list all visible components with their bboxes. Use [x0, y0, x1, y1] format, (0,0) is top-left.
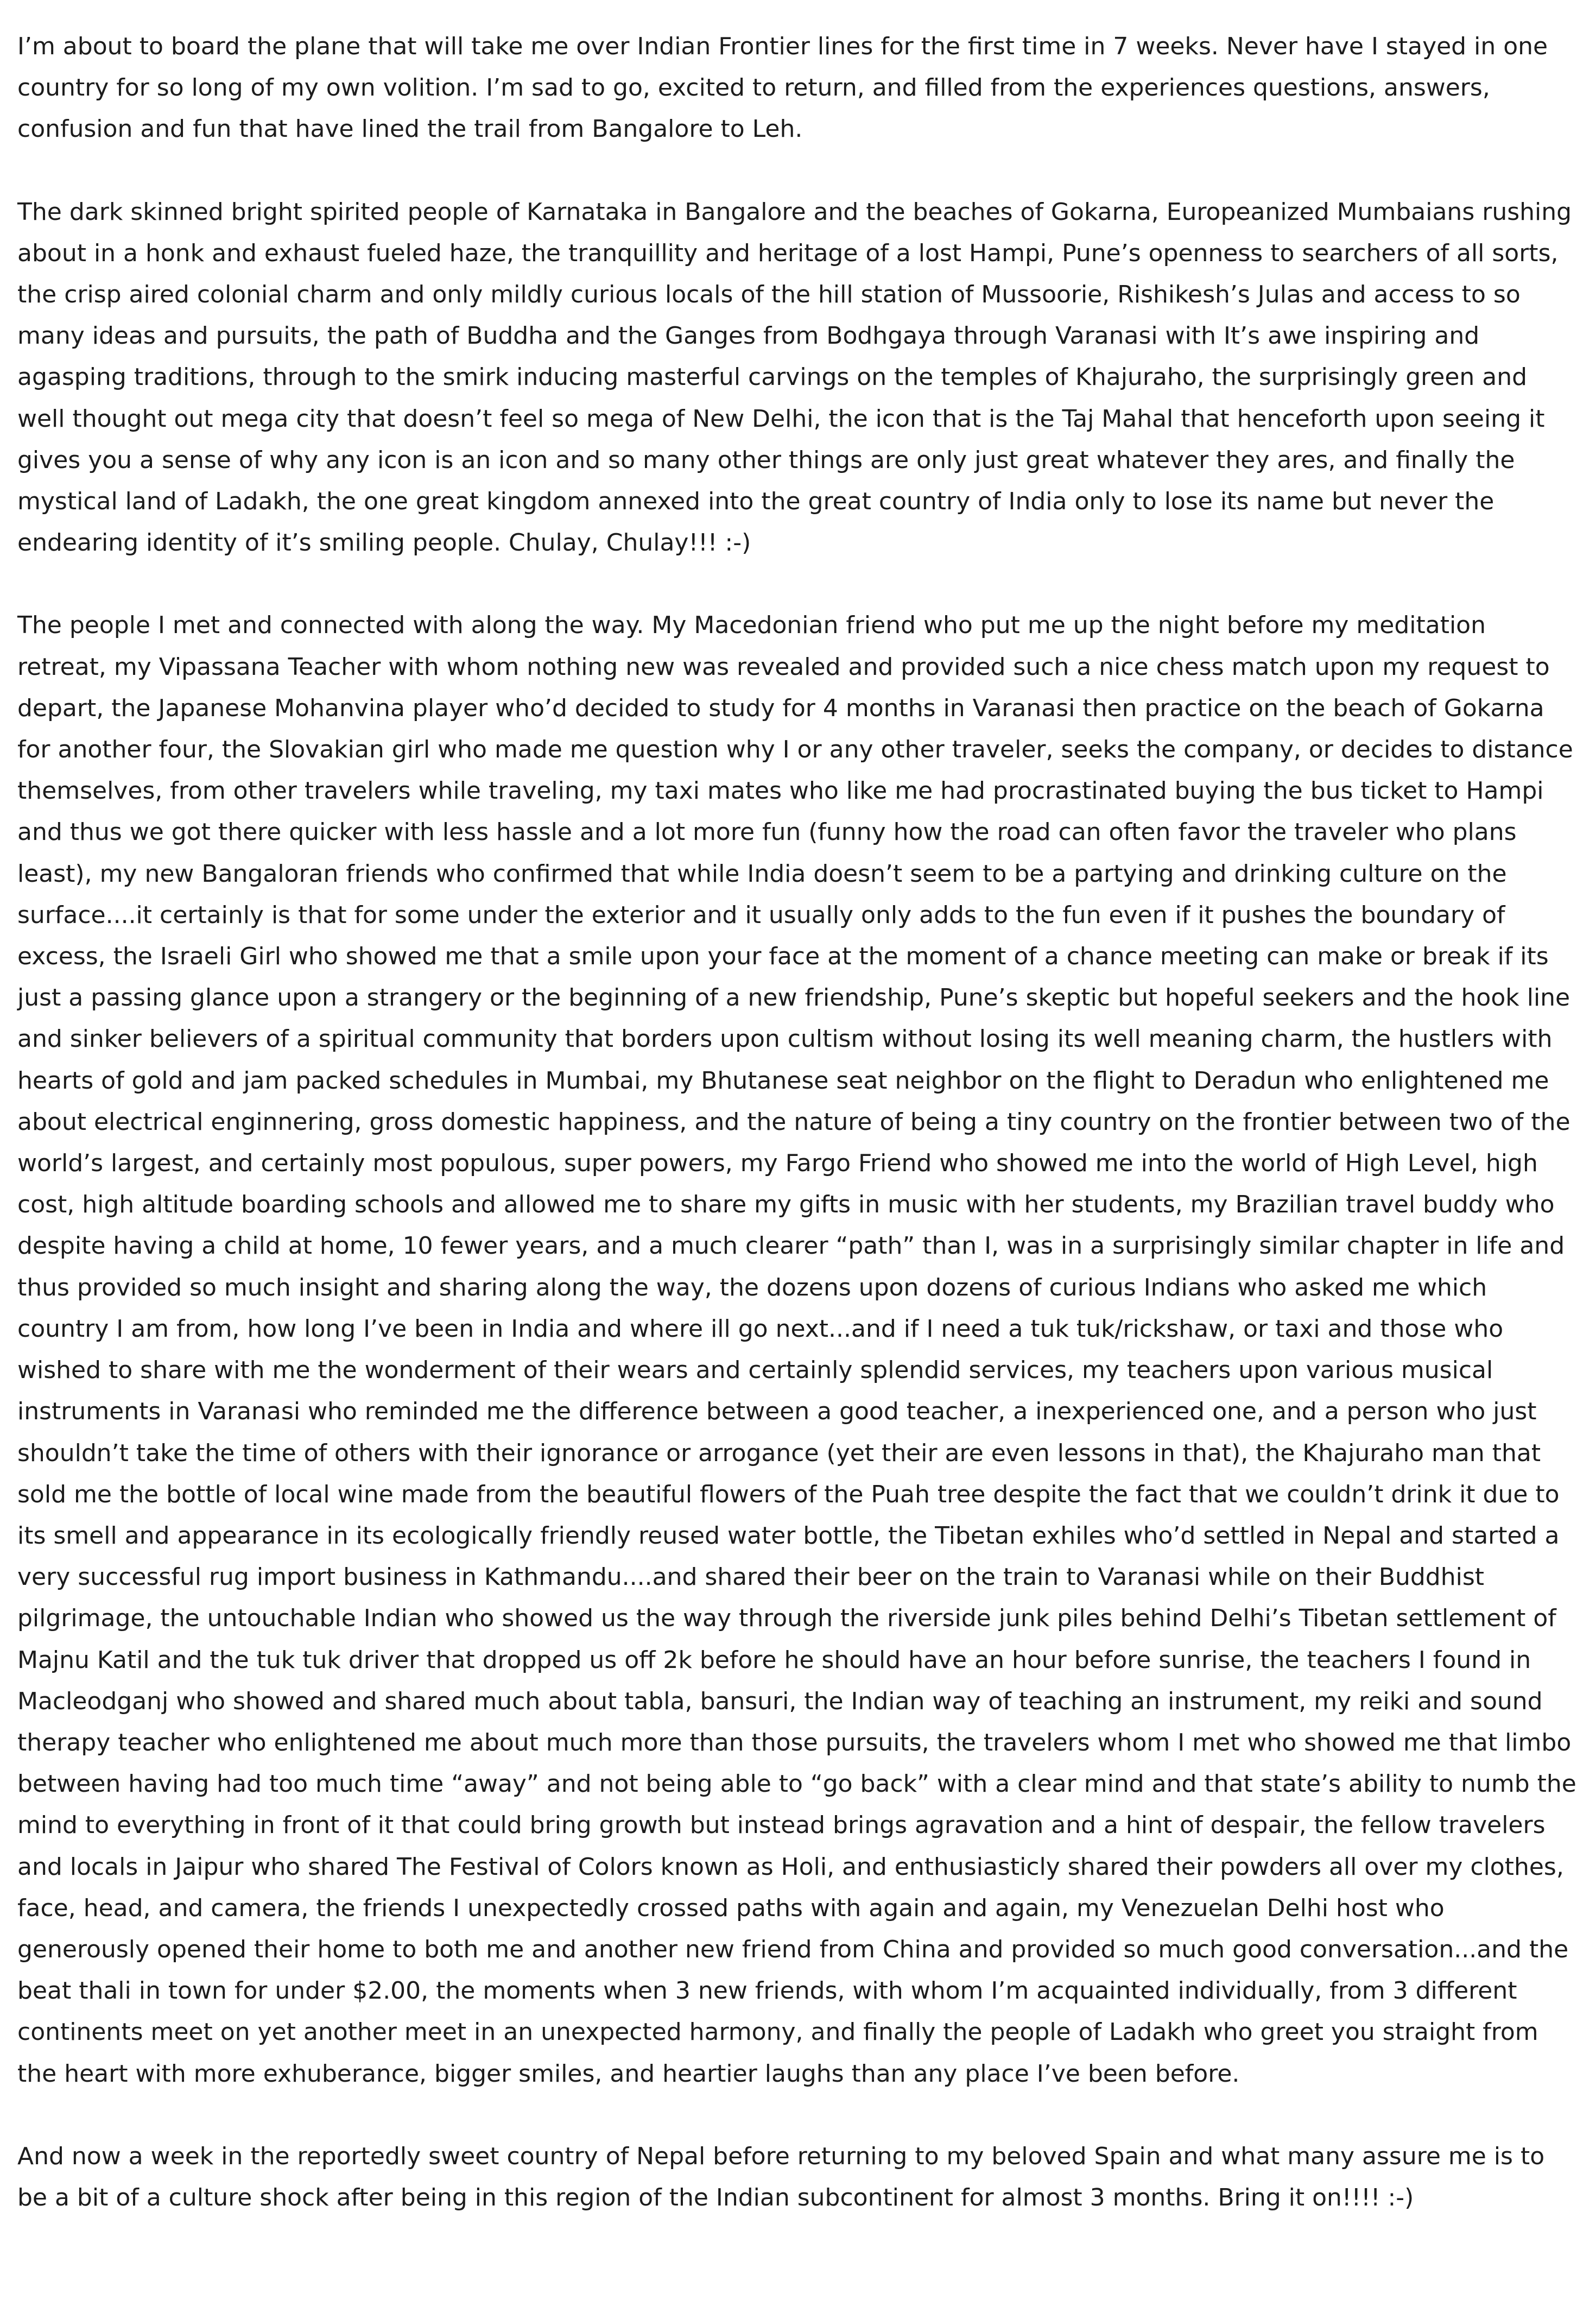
paragraph-departure: I’m about to board the plane that will take me over Indian Frontier lines for the first time in 7 weeks. Never have I stayed in one country for so long of my own volition. I’m sad to go, excited to return, and filled from the experiences questions, answers, confusion and fun that have lined the trail from Bangalore to Leh. — [17, 33, 1548, 143]
paragraph-places: The dark skinned bright spirited people of Karnataka in Bangalore and the beaches of Gokarna, Europeanized Mumbaians rushing about in a honk and exhaust fueled haze, the tranquillity and heritage of a lost Hampi, Pune’s openness to searchers of all sorts, the crisp aired colonial charm and only mildly curious locals of the hill station of Mussoorie, Rishikesh’s Julas and access to so many ideas and pursuits, the path of Buddha and the Ganges from Bodhgaya through Varanasi with It’s awe inspiring and agasping traditions, through to the smirk inducing masterful carvings on the temples of Khajuraho, the surprisingly green and well thought out mega city that doesn’t feel so mega of New Delhi, the icon that is the Taj Mahal that henceforth upon seeing it gives you a sense of why any icon is an icon and so many other things are only just great whatever they ares, and finally the mystical land of Ladakh, the one great kingdom annexed into the great country of India only to lose its name but never the endearing identity of it’s smiling people. Chulay, Chulay!!! :-) — [17, 198, 1572, 557]
document-body — [17, 26, 1579, 2219]
paragraph-people: The people I met and connected with along the way. My Macedonian friend who put me up the night before my meditation retreat, my Vipassana Teacher with whom nothing new was revealed and provided such a nice chess match upon my request to depart, the Japanese Mohanvina player who’d decided to study for 4 months in Varanasi then practice on the beach of Gokarna for another four, the Slovakian girl who made me question why I or any other traveler, seeks the company, or decides to distance themselves, from other travelers while traveling, my taxi mates who like me had procrastinated buying the bus ticket to Hampi and thus we got there quicker with less hassle and a lot more fun (funny how the road can often favor the traveler who plans least), my new Bangaloran friends who confirmed that while India doesn’t seem to be a partying and drinking culture on the surface....it certainly is that for some under the exterior and it usually only adds to the fun even if it pushes the boundary of excess, the Israeli Girl who showed me that a smile upon your face at the moment of a chance meeting can make or break if its just a passing glance upon a strangery or the beginning of a new friendship, Pune’s skeptic but hopeful seekers and the hook line and sinker believers of a spiritual community that borders upon cultism without losing its well meaning charm, the hustlers with hearts of gold and jam packed schedules in Mumbai, my Bhutanese seat neighbor on the flight to Deradun who enlightened me about electrical enginnering, gross domestic happiness, and the nature of being a tiny country on the frontier between two of the world’s largest, and certainly most populous, super powers, my Fargo Friend who showed me into the world of High Level, high cost, high altitude boarding schools and allowed me to share my gifts in music with her students, my Brazilian travel buddy who despite having a child at home, 10 fewer years, and a much clearer “path” than I, was in a surprisingly similar chapter in life and thus provided so much insight and sharing along the way, the dozens upon dozens of curious Indians who asked me which country I am from, how long I’ve been in India and where ill go next...and if I need a tuk tuk/rickshaw, or taxi and those who wished to share with me the wonderment of their wears and certainly splendid services, my teachers upon various musical instruments in Varanasi who reminded me the difference between a good teacher, a inexperienced one, and a person who just shouldn’t take the time of others with their ignorance or arrogance (yet their are even lessons in that), the Khajuraho man that sold me the bottle of local wine made from the beautiful flowers of the Puah tree despite the fact that we couldn’t drink it due to its smell and appearance in its ecologically friendly reused water bottle, the Tibetan exhiles who’d settled in Nepal and started a very successful rug import business in Kathmandu....and shared their beer on the train to Varanasi while on their Buddhist pilgrimage, the untouchable Indian who showed us the way through the riverside junk piles behind Delhi’s Tibetan settlement of Majnu Katil and the tuk tuk driver that dropped us off 2k before he should have an hour before sunrise, the teachers I found in Macleodganj who showed and shared much about tabla, bansuri, the Indian way of teaching an instrument, my reiki and sound therapy teacher who enlightened me about much more than those pursuits, the travelers whom I met who showed me that limbo between having had too much time “away” and not being able to “go back” with a clear mind and that state’s ability to numb the mind to everything in front of it that could bring growth but instead brings agravation and a hint of despair, the fellow travelers and locals in Jaipur who shared The Festival of Colors known as Holi, and enthusiasticly shared their powders all over my clothes, face, head, and camera, the friends I unexpectedly crossed paths with again and again, my Venezuelan Delhi host who generously opened their home to both me and another new friend from China and provided so much good conversation...and the beat thali in town for under $2.00, the moments when 3 new friends, with whom I’m acquainted individually, from 3 different continents meet on yet another meet in an unexpected harmony, and finally the people of Ladakh who greet you straight from the heart with more exhuberance, bigger smiles, and heartier laughs than any place I’ve been before. — [17, 611, 1576, 2088]
paragraph-next-destination: And now a week in the reportedly sweet country of Nepal before returning to my beloved Spain and what many assure me is to be a bit of a culture shock after being in this region of the Indian subcontinent for almost 3 months. Bring it on!!!! :-) — [17, 2142, 1545, 2211]
